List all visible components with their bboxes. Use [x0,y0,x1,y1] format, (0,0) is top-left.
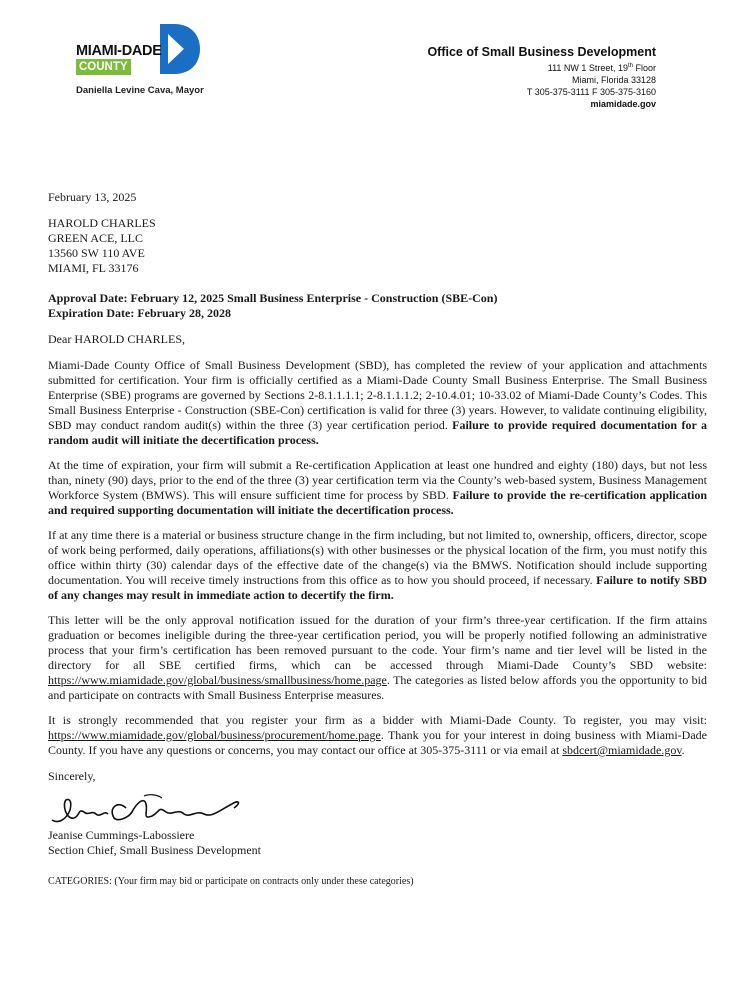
office-street: 111 NW 1 Street, 19th Floor [547,63,656,73]
office-website: miamidade.gov [590,99,656,109]
paragraph-certification: Miami-Dade County Office of Small Business Development (SBD), has completed the review of your application and attachments submitted for certification. Your firm is officially certified as a Miami-Dade County Small Business Enterprise. The Small Business Enterprise (SBE) programs are governed by Sections 2-8.1.1.1.1; 2-8.1.1.1.2; 2-10.4.01; 10-33.02 of Miami-Dade County’s Codes. This Small Business Enterprise - Construction (SBE-Con) certification is valid for three (3) years. However, to validate continuing eligibility, SBD may conduct random audit(s) within the three (3) year certification period. Failure to provide required documentation for a random audit will initiate the decertification process. [48,358,707,447]
office-city: Miami, Florida 33128 [571,75,656,85]
expiration-date: Expiration Date: February 28, 2028 [48,306,231,320]
signature-image [48,790,248,828]
signatory-name: Jeanise Cummings-Labossiere [48,828,195,842]
closing: Sincerely, [48,769,96,783]
recipient-name: HAROLD CHARLES [48,216,156,230]
paragraph-recertification: At the time of expiration, your firm will submit a Re-certification Application at least one hundred and eighty (180) days, but not less than, ninety (90) days, prior to the end of the three (3) year certification term via the County’s web-based system, Business Management Workforce System (BMWS). This will ensure sufficient time for process by SBD. Failure to provide the re-certification application and required supporting documentation will initiate the decertification process. [48,458,707,517]
paragraph-changes: If at any time there is a material or business structure change in the firm including, but not limited to, ownership, officers, director, scope of work being performed, daily operations, affiliations(s) with other businesses or the physical location of the firm, you must notify this office within thirty (30) calendar days of the effective date of the change(s) via the BMWS. Notification should include supporting documentation. You will receive timely instructions from this office as to how you should proceed, if necessary. Failure to notify SBD of any changes may result in immediate action to decertify the firm. [48,528,708,602]
office-address-block [427,45,656,110]
recipient-city: MIAMI, FL 33176 [48,261,139,275]
paragraph-notification: This letter will be the only approval notification issued for the duration of your firm’s three-year certification. If the firm attains graduation or becomes ineligible during the three-year certification period, you will be properly notified following an administrative process that your firm’s certification has been removed pursuant to the code. Your firm’s name and tier level will be listed in the directory for all SBE certified firms, which can be accessed through Miami-Dade County’s SBD website: https://www.miamidade.gov/global/business/smallbusiness/home.page. The categories as listed below affords you the opportunity to bid and participate on contracts with Small Business Enterprise measures. [48,613,707,702]
letter-body [48,190,707,889]
salutation: Dear HAROLD CHARLES, [48,332,185,346]
signatory-title: Section Chief, Small Business Development [48,843,261,857]
categories-heading: CATEGORIES: (Your firm may bid or participate on contracts only under these categories) [48,876,414,887]
email-link[interactable]: sbdcert@miamidade.gov [562,743,682,757]
office-phone: T 305-375-3111 F 305-375-3160 [526,87,656,97]
recipient-company: GREEN ACE, LLC [48,231,143,245]
certification-dates [48,291,707,321]
recipient-address [48,216,707,276]
paragraph-registration: It is strongly recommended that you register your firm as a bidder with Miami-Dade County. To register, you may visit: https://www.miamidade.gov/global/business/procurement/home.page. Thank you for your interest in doing business with Miami-Dade County. If you have any questions or concerns, you may contact our office at 305-375-3111 or via email at sbdcert@miamidade.gov. [48,713,707,757]
approval-date: Approval Date: February 12, 2025 Small Business Enterprise - Construction (SBE-Con) [48,291,498,305]
letter-date: February 13, 2025 [48,190,137,204]
logo-county-badge: COUNTY [76,59,131,75]
logo-wordmark: MIAMI-DADE [76,43,162,59]
mayor-name: Daniella Levine Cava, Mayor [76,85,204,96]
sbd-website-link[interactable]: https://www.miamidade.gov/global/business/smallbusiness/home.page [48,673,387,687]
recipient-street: 13560 SW 110 AVE [48,246,145,260]
office-name: Office of Small Business Development [427,45,656,59]
procurement-link[interactable]: https://www.miamidade.gov/global/business/procurement/home.page [48,728,381,742]
